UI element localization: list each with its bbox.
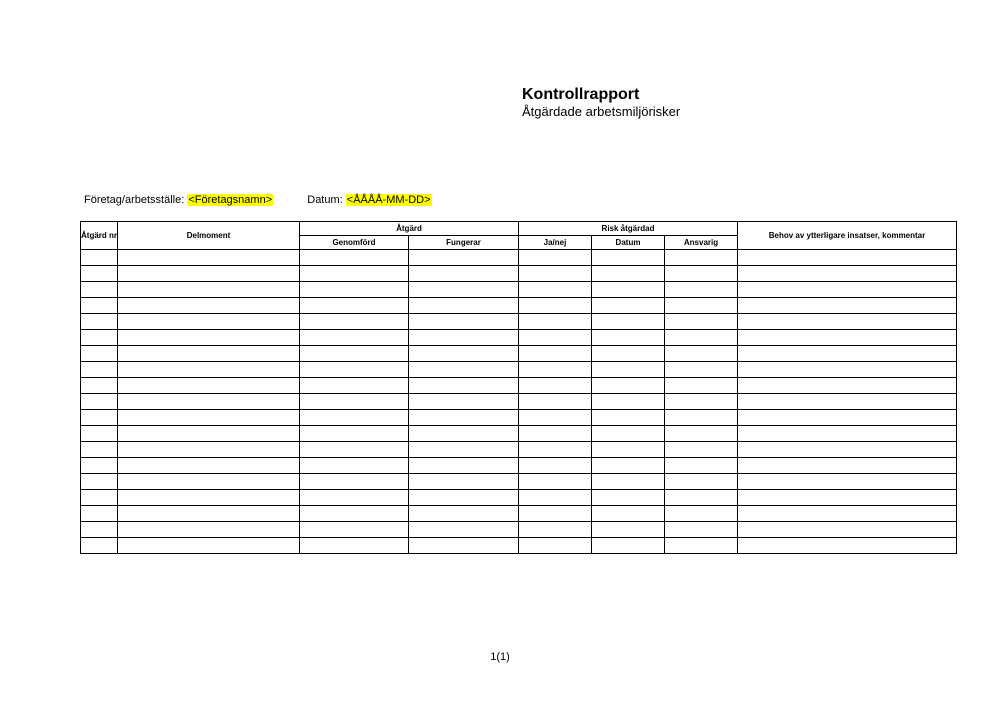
table-cell — [409, 426, 519, 442]
table-cell — [592, 250, 665, 266]
table-cell — [118, 346, 300, 362]
table-cell — [409, 474, 519, 490]
table-cell — [665, 298, 738, 314]
table-cell — [519, 378, 592, 394]
table-cell — [519, 250, 592, 266]
table-cell — [519, 282, 592, 298]
table-cell — [665, 426, 738, 442]
table-row — [81, 362, 957, 378]
table-cell — [592, 538, 665, 554]
date-label: Datum: — [307, 194, 343, 206]
table-cell — [665, 330, 738, 346]
table-cell — [81, 266, 118, 282]
table-cell — [300, 394, 409, 410]
table-cell — [519, 330, 592, 346]
table-cell — [300, 474, 409, 490]
table-row — [81, 474, 957, 490]
table-row — [81, 522, 957, 538]
report-table — [80, 221, 957, 554]
table-cell — [300, 330, 409, 346]
table-cell — [665, 410, 738, 426]
table-cell — [592, 362, 665, 378]
table-cell — [519, 522, 592, 538]
table-cell — [738, 442, 957, 458]
table-row — [81, 298, 957, 314]
table-cell — [665, 458, 738, 474]
table-cell — [519, 362, 592, 378]
table-cell — [118, 506, 300, 522]
table-cell — [118, 298, 300, 314]
table-cell — [738, 250, 957, 266]
table-cell — [81, 378, 118, 394]
table-cell — [738, 506, 957, 522]
table-cell — [118, 426, 300, 442]
table-cell — [409, 538, 519, 554]
table-cell — [81, 282, 118, 298]
table-cell — [519, 458, 592, 474]
table-cell — [665, 522, 738, 538]
table-row — [81, 282, 957, 298]
table-cell — [300, 458, 409, 474]
table-cell — [300, 442, 409, 458]
header-genomford: Genomförd — [300, 236, 409, 250]
table-cell — [118, 522, 300, 538]
report-body — [81, 250, 957, 554]
table-cell — [592, 490, 665, 506]
table-cell — [118, 250, 300, 266]
table-cell — [81, 362, 118, 378]
table-cell — [409, 410, 519, 426]
table-cell — [409, 282, 519, 298]
table-cell — [592, 314, 665, 330]
table-cell — [592, 330, 665, 346]
table-cell — [592, 298, 665, 314]
table-cell — [519, 474, 592, 490]
table-cell — [118, 490, 300, 506]
table-cell — [118, 378, 300, 394]
table-cell — [738, 362, 957, 378]
table-cell — [300, 314, 409, 330]
table-cell — [118, 474, 300, 490]
table-cell — [665, 362, 738, 378]
table-cell — [592, 346, 665, 362]
table-cell — [81, 474, 118, 490]
table-cell — [300, 362, 409, 378]
table-cell — [738, 282, 957, 298]
table-cell — [81, 410, 118, 426]
table-cell — [409, 506, 519, 522]
table-cell — [300, 282, 409, 298]
page-number: 1(1) — [490, 651, 510, 663]
header-fungerar: Fungerar — [409, 236, 519, 250]
table-cell — [592, 426, 665, 442]
table-cell — [409, 458, 519, 474]
table-row — [81, 490, 957, 506]
table-cell — [81, 330, 118, 346]
table-cell — [519, 410, 592, 426]
table-cell — [81, 346, 118, 362]
table-cell — [118, 538, 300, 554]
table-cell — [738, 394, 957, 410]
table-cell — [519, 394, 592, 410]
table-cell — [409, 490, 519, 506]
table-cell — [300, 426, 409, 442]
table-row — [81, 506, 957, 522]
table-cell — [738, 378, 957, 394]
document-title: Kontrollrapport — [522, 86, 640, 103]
table-cell — [592, 506, 665, 522]
table-cell — [118, 410, 300, 426]
table-cell — [81, 298, 118, 314]
table-row — [81, 314, 957, 330]
header-delmoment: Delmoment — [118, 222, 300, 250]
table-cell — [592, 394, 665, 410]
table-cell — [519, 314, 592, 330]
table-cell — [81, 394, 118, 410]
header-datum: Datum — [592, 236, 665, 250]
table-cell — [300, 410, 409, 426]
table-cell — [81, 538, 118, 554]
table-cell — [81, 458, 118, 474]
table-row — [81, 266, 957, 282]
table-cell — [81, 522, 118, 538]
table-cell — [592, 266, 665, 282]
table-cell — [665, 378, 738, 394]
table-row — [81, 250, 957, 266]
table-row — [81, 378, 957, 394]
table-cell — [738, 330, 957, 346]
table-cell — [665, 394, 738, 410]
table-cell — [81, 250, 118, 266]
table-cell — [81, 490, 118, 506]
table-cell — [738, 346, 957, 362]
table-cell — [300, 298, 409, 314]
table-cell — [300, 378, 409, 394]
table-cell — [665, 346, 738, 362]
table-cell — [592, 378, 665, 394]
table-cell — [738, 410, 957, 426]
table-cell — [409, 362, 519, 378]
company-value: <Företagsnamn> — [188, 194, 273, 206]
header-ansvarig: Ansvarig — [665, 236, 738, 250]
table-cell — [519, 346, 592, 362]
table-row — [81, 458, 957, 474]
table-cell — [300, 538, 409, 554]
table-cell — [592, 410, 665, 426]
table-cell — [665, 282, 738, 298]
table-cell — [738, 298, 957, 314]
table-cell — [409, 266, 519, 282]
header-risk-group: Risk åtgärdad — [519, 222, 738, 236]
table-cell — [300, 346, 409, 362]
table-cell — [738, 538, 957, 554]
table-cell — [738, 314, 957, 330]
table-cell — [409, 522, 519, 538]
table-cell — [118, 266, 300, 282]
table-cell — [665, 314, 738, 330]
table-cell — [519, 538, 592, 554]
table-row — [81, 410, 957, 426]
table-cell — [519, 298, 592, 314]
company-label: Företag/arbetsställe: — [84, 194, 185, 206]
header-behov: Behov av ytterligare insatser, kommentar — [738, 222, 957, 250]
table-cell — [409, 394, 519, 410]
table-row — [81, 346, 957, 362]
table-cell — [409, 314, 519, 330]
table-row — [81, 394, 957, 410]
table-cell — [118, 394, 300, 410]
table-cell — [409, 442, 519, 458]
table-row — [81, 538, 957, 554]
table-cell — [738, 490, 957, 506]
table-cell — [300, 266, 409, 282]
table-cell — [118, 362, 300, 378]
table-cell — [665, 506, 738, 522]
table-cell — [300, 506, 409, 522]
table-cell — [409, 346, 519, 362]
table-cell — [118, 458, 300, 474]
table-cell — [118, 442, 300, 458]
table-cell — [665, 490, 738, 506]
table-cell — [409, 330, 519, 346]
header-fields — [84, 193, 432, 207]
table-cell — [665, 250, 738, 266]
header-atgard-group: Åtgärd — [300, 222, 519, 236]
table-cell — [592, 442, 665, 458]
table-cell — [81, 426, 118, 442]
document-subtitle: Åtgärdade arbetsmiljörisker — [522, 104, 681, 119]
table-cell — [118, 314, 300, 330]
table-cell — [738, 522, 957, 538]
table-cell — [665, 538, 738, 554]
header-janej: Ja/nej — [519, 236, 592, 250]
table-cell — [519, 490, 592, 506]
table-row — [81, 442, 957, 458]
table-cell — [300, 490, 409, 506]
table-cell — [592, 474, 665, 490]
table-cell — [665, 266, 738, 282]
date-value: <ÅÅÅÅ-MM-DD> — [346, 194, 431, 206]
table-cell — [592, 458, 665, 474]
table-cell — [81, 442, 118, 458]
table-cell — [738, 266, 957, 282]
table-cell — [592, 522, 665, 538]
title-block — [522, 86, 680, 120]
table-cell — [519, 426, 592, 442]
table-cell — [118, 282, 300, 298]
table-cell — [409, 250, 519, 266]
table-cell — [665, 442, 738, 458]
table-cell — [738, 474, 957, 490]
table-cell — [738, 426, 957, 442]
table-cell — [118, 330, 300, 346]
table-cell — [592, 282, 665, 298]
table-cell — [519, 506, 592, 522]
table-cell — [300, 522, 409, 538]
table-cell — [81, 506, 118, 522]
table-cell — [519, 442, 592, 458]
table-cell — [81, 314, 118, 330]
table-cell — [738, 458, 957, 474]
table-cell — [409, 298, 519, 314]
table-cell — [300, 250, 409, 266]
table-cell — [519, 266, 592, 282]
table-cell — [665, 474, 738, 490]
table-row — [81, 330, 957, 346]
header-atgard-nr: Åtgärd nr — [81, 222, 118, 250]
table-cell — [409, 378, 519, 394]
table-row — [81, 426, 957, 442]
